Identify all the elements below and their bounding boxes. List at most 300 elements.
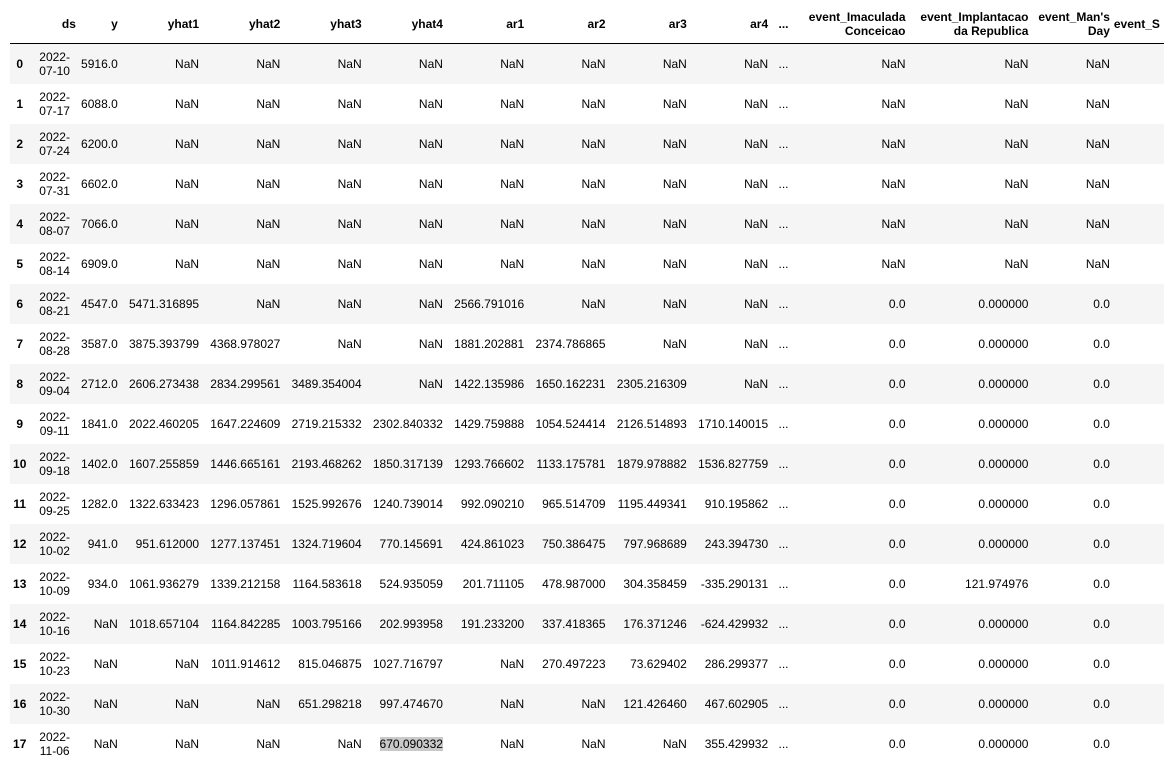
column-header-yhat4: yhat4 bbox=[366, 4, 447, 44]
cell-y: 941.0 bbox=[87, 536, 118, 551]
cell-event-mans-day: 0.0 bbox=[1093, 696, 1110, 711]
cell-event-implantacao-da-republica: 0.000000 bbox=[978, 456, 1029, 471]
cell-event-truncated bbox=[1114, 604, 1164, 644]
row-index: 13 bbox=[13, 576, 27, 591]
cell-ellipsis: ... bbox=[778, 216, 789, 231]
cell-yhat3: NaN bbox=[337, 256, 362, 271]
cell-event-implantacao-da-republica: 0.000000 bbox=[978, 496, 1029, 511]
column-header-event-mans-day: event_Man's Day bbox=[1032, 4, 1113, 44]
cell-ar2: 1650.162231 bbox=[535, 376, 606, 391]
cell-ar1: 201.711105 bbox=[462, 576, 525, 591]
row-index: 10 bbox=[13, 456, 27, 471]
cell-event-imaculada-conceicao: 0.0 bbox=[888, 296, 906, 311]
cell-ar3: 121.426460 bbox=[623, 696, 687, 711]
cell-event-truncated bbox=[1114, 204, 1164, 244]
cell-ar2: NaN bbox=[581, 256, 606, 271]
cell-yhat3: 1324.719604 bbox=[291, 536, 362, 551]
cell-ellipsis: ... bbox=[778, 256, 789, 271]
cell-ar2: NaN bbox=[581, 296, 606, 311]
cell-ar1: 1881.202881 bbox=[454, 336, 525, 351]
cell-ar4: NaN bbox=[744, 296, 769, 311]
row-index: 7 bbox=[16, 336, 24, 351]
table-header bbox=[10, 4, 1164, 44]
cell-event-truncated bbox=[1114, 444, 1164, 484]
cell-yhat1: 1607.255859 bbox=[128, 456, 200, 471]
cell-ds: 2022-09-11 bbox=[39, 409, 70, 438]
cell-event-imaculada-conceicao: NaN bbox=[881, 136, 906, 151]
cell-yhat3: 651.298218 bbox=[298, 696, 362, 711]
cell-ar4: NaN bbox=[744, 176, 769, 191]
cell-yhat1: NaN bbox=[175, 136, 200, 151]
cell-yhat3: 1003.795166 bbox=[291, 616, 362, 631]
cell-event-mans-day: NaN bbox=[1085, 176, 1110, 191]
cell-event-mans-day: 0.0 bbox=[1093, 536, 1110, 551]
cell-event-implantacao-da-republica: NaN bbox=[1004, 176, 1029, 191]
cell-yhat4 bbox=[366, 724, 447, 764]
cell-ar4: -335.290131 bbox=[700, 576, 769, 591]
cell-yhat2: NaN bbox=[256, 56, 281, 71]
index-header bbox=[10, 4, 29, 44]
cell-yhat1: NaN bbox=[175, 736, 200, 751]
cell-yhat4: NaN bbox=[418, 216, 443, 231]
cell-ellipsis: ... bbox=[778, 696, 789, 711]
cell-yhat3: NaN bbox=[337, 96, 362, 111]
cell-ar3: NaN bbox=[662, 256, 687, 271]
cell-yhat4: NaN bbox=[418, 336, 443, 351]
cell-yhat3: NaN bbox=[337, 216, 362, 231]
cell-yhat2: 1296.057861 bbox=[210, 496, 281, 511]
cell-ds: 2022-11-06 bbox=[39, 729, 70, 758]
cell-event-implantacao-da-republica: 0.000000 bbox=[978, 536, 1029, 551]
cell-event-imaculada-conceicao: 0.0 bbox=[888, 376, 906, 391]
cell-ar2: NaN bbox=[581, 176, 606, 191]
cell-yhat3: 3489.354004 bbox=[291, 376, 362, 391]
cell-ellipsis: ... bbox=[778, 576, 789, 591]
cell-ar1: NaN bbox=[500, 736, 525, 751]
column-header-ar1: ar1 bbox=[447, 4, 528, 44]
cell-ar1: 1429.759888 bbox=[454, 416, 525, 431]
cell-yhat1: NaN bbox=[175, 256, 200, 271]
cell-event-truncated bbox=[1114, 164, 1164, 204]
cell-yhat3: 2193.468262 bbox=[291, 456, 362, 471]
column-header-ds: ds bbox=[29, 4, 79, 44]
cell-ar4: 467.602905 bbox=[704, 696, 769, 711]
cell-event-truncated bbox=[1114, 564, 1164, 604]
cell-event-mans-day: NaN bbox=[1085, 56, 1110, 71]
cell-event-mans-day: 0.0 bbox=[1093, 496, 1110, 511]
cell-y: NaN bbox=[93, 656, 118, 671]
cell-event-implantacao-da-republica: NaN bbox=[1004, 96, 1029, 111]
cell-yhat1: NaN bbox=[175, 216, 200, 231]
cell-event-mans-day: 0.0 bbox=[1093, 336, 1110, 351]
table-row bbox=[10, 444, 1164, 484]
column-header-yhat1: yhat1 bbox=[122, 4, 203, 44]
cell-ar3: NaN bbox=[662, 136, 687, 151]
cell-y: 1282.0 bbox=[81, 496, 118, 511]
cell-ds: 2022-10-23 bbox=[39, 649, 70, 678]
cell-event-mans-day: 0.0 bbox=[1093, 376, 1110, 391]
cell-ellipsis: ... bbox=[778, 616, 789, 631]
table-row bbox=[10, 124, 1164, 164]
row-index: 8 bbox=[16, 376, 24, 391]
cell-ar3: 2126.514893 bbox=[616, 416, 687, 431]
column-header-event-implantacao-da-republica: event_Implantacao da Republica bbox=[910, 4, 1033, 44]
cell-ar4: 286.299377 bbox=[704, 656, 769, 671]
cell-ar2: 337.418365 bbox=[542, 616, 606, 631]
cell-yhat3: NaN bbox=[337, 296, 362, 311]
cell-yhat1: NaN bbox=[175, 96, 200, 111]
cell-yhat1: NaN bbox=[175, 696, 200, 711]
cell-yhat2: 1647.224609 bbox=[210, 416, 281, 431]
cell-ar4: NaN bbox=[744, 96, 769, 111]
cell-ar4: 243.394730 bbox=[704, 536, 769, 551]
cell-ar2: 1133.175781 bbox=[536, 456, 606, 471]
cell-y: 934.0 bbox=[87, 576, 118, 591]
column-header-ellipsis: ... bbox=[772, 4, 795, 44]
table-row bbox=[10, 284, 1164, 324]
cell-yhat2: 1277.137451 bbox=[210, 536, 281, 551]
cell-yhat2: NaN bbox=[256, 296, 281, 311]
cell-ar2: 270.497223 bbox=[542, 656, 606, 671]
cell-event-implantacao-da-republica: 0.000000 bbox=[978, 656, 1029, 671]
cell-ds: 2022-08-21 bbox=[39, 289, 70, 318]
cell-ar2: 1054.524414 bbox=[535, 416, 606, 431]
cell-ellipsis: ... bbox=[778, 656, 789, 671]
cell-ds: 2022-10-30 bbox=[39, 689, 70, 718]
cell-ar3: 73.629402 bbox=[630, 656, 687, 671]
cell-ellipsis: ... bbox=[778, 336, 789, 351]
cell-ar3: 797.968689 bbox=[623, 536, 687, 551]
table-row bbox=[10, 644, 1164, 684]
cell-ar4: NaN bbox=[744, 376, 769, 391]
cell-event-imaculada-conceicao: 0.0 bbox=[888, 656, 906, 671]
row-index: 14 bbox=[13, 616, 27, 631]
cell-ar4: 355.429932 bbox=[704, 736, 769, 751]
cell-yhat3: 1525.992676 bbox=[291, 496, 362, 511]
cell-ellipsis: ... bbox=[778, 136, 789, 151]
cell-yhat2: 2834.299561 bbox=[210, 376, 281, 391]
cell-ar4: 1536.827759 bbox=[698, 456, 769, 471]
cell-ar1: NaN bbox=[500, 136, 525, 151]
cell-yhat4: 1240.739014 bbox=[372, 496, 443, 511]
cell-event-implantacao-da-republica: 121.974976 bbox=[965, 576, 1029, 591]
cell-ar3: 176.371246 bbox=[623, 616, 687, 631]
cell-event-mans-day: NaN bbox=[1085, 216, 1110, 231]
cell-yhat2: NaN bbox=[256, 176, 281, 191]
cell-ar3: 304.358459 bbox=[623, 576, 687, 591]
cell-yhat2: NaN bbox=[256, 136, 281, 151]
cell-event-implantacao-da-republica: 0.000000 bbox=[978, 736, 1029, 751]
cell-yhat2: NaN bbox=[256, 736, 281, 751]
cell-event-imaculada-conceicao: 0.0 bbox=[888, 576, 906, 591]
row-index: 5 bbox=[16, 256, 24, 271]
cell-event-truncated bbox=[1114, 404, 1164, 444]
cell-event-implantacao-da-republica: 0.000000 bbox=[978, 296, 1029, 311]
cell-yhat3: NaN bbox=[337, 56, 362, 71]
cell-yhat4: NaN bbox=[418, 96, 443, 111]
cell-event-implantacao-da-republica: 0.000000 bbox=[978, 616, 1029, 631]
cell-ellipsis: ... bbox=[778, 376, 789, 391]
cell-ar3: NaN bbox=[662, 56, 687, 71]
cell-event-imaculada-conceicao: 0.0 bbox=[888, 616, 906, 631]
cell-ar2: 965.514709 bbox=[542, 496, 606, 511]
cell-ellipsis: ... bbox=[778, 736, 789, 751]
cell-yhat2: 4368.978027 bbox=[210, 336, 281, 351]
table-row bbox=[10, 244, 1164, 284]
cell-yhat4: 202.993958 bbox=[379, 616, 443, 631]
cell-ar4: 910.195862 bbox=[704, 496, 769, 511]
cell-ar3: NaN bbox=[662, 296, 687, 311]
cell-ar2: NaN bbox=[581, 56, 606, 71]
cell-event-truncated bbox=[1114, 324, 1164, 364]
cell-event-imaculada-conceicao: 0.0 bbox=[888, 736, 906, 751]
table-row bbox=[10, 604, 1164, 644]
column-header-event-imaculada-conceicao: event_Imaculada Conceicao bbox=[795, 4, 910, 44]
table-row bbox=[10, 524, 1164, 564]
cell-event-truncated bbox=[1114, 484, 1164, 524]
cell-ellipsis: ... bbox=[778, 416, 789, 431]
cell-yhat2: NaN bbox=[256, 216, 281, 231]
cell-ar1: NaN bbox=[500, 96, 525, 111]
cell-yhat1: 1322.633423 bbox=[128, 496, 200, 511]
cell-event-imaculada-conceicao: 0.0 bbox=[888, 496, 906, 511]
cell-event-implantacao-da-republica: NaN bbox=[1004, 136, 1029, 151]
cell-ar2: NaN bbox=[581, 216, 606, 231]
cell-yhat2: NaN bbox=[256, 256, 281, 271]
cell-ar1: 992.090210 bbox=[460, 496, 525, 511]
cell-ellipsis: ... bbox=[778, 496, 789, 511]
cell-ar1: 1293.766602 bbox=[454, 456, 525, 471]
cell-ar4: NaN bbox=[744, 336, 769, 351]
cell-yhat4: NaN bbox=[418, 136, 443, 151]
table-row bbox=[10, 324, 1164, 364]
cell-yhat1: 1018.657104 bbox=[128, 616, 200, 631]
cell-yhat3: NaN bbox=[337, 736, 362, 751]
cell-yhat3: NaN bbox=[337, 336, 362, 351]
cell-ar1: 191.233200 bbox=[460, 616, 525, 631]
cell-ar1: 2566.791016 bbox=[454, 296, 525, 311]
cell-ar3: NaN bbox=[662, 736, 687, 751]
cell-y: 7066.0 bbox=[81, 216, 118, 231]
table-row bbox=[10, 684, 1164, 724]
cell-yhat4: 2302.840332 bbox=[372, 416, 443, 431]
cell-yhat4: 1027.716797 bbox=[372, 656, 443, 671]
row-index: 2 bbox=[16, 136, 24, 151]
row-index: 12 bbox=[13, 536, 27, 551]
cell-ds: 2022-07-31 bbox=[39, 169, 70, 198]
row-index: 11 bbox=[13, 496, 27, 511]
row-index: 9 bbox=[16, 416, 24, 431]
cell-ar2: NaN bbox=[581, 696, 606, 711]
cell-event-mans-day: 0.0 bbox=[1093, 456, 1110, 471]
cell-yhat3: 2719.215332 bbox=[291, 416, 362, 431]
cell-event-mans-day: NaN bbox=[1085, 256, 1110, 271]
cell-y: 6909.0 bbox=[81, 256, 118, 271]
cell-ar2: NaN bbox=[581, 136, 606, 151]
cell-ds: 2022-08-28 bbox=[39, 329, 70, 358]
cell-ar1: 1422.135986 bbox=[454, 376, 525, 391]
row-index: 16 bbox=[13, 696, 27, 711]
cell-event-imaculada-conceicao: NaN bbox=[881, 256, 906, 271]
column-header-yhat2: yhat2 bbox=[203, 4, 284, 44]
cell-ds: 2022-07-24 bbox=[39, 129, 70, 158]
cell-yhat3: NaN bbox=[337, 176, 362, 191]
cell-event-imaculada-conceicao: NaN bbox=[881, 56, 906, 71]
cell-event-truncated bbox=[1114, 44, 1164, 84]
cell-yhat2: 1446.665161 bbox=[210, 456, 281, 471]
cell-event-imaculada-conceicao: NaN bbox=[881, 216, 906, 231]
cell-event-implantacao-da-republica: 0.000000 bbox=[978, 336, 1029, 351]
cell-yhat4: 997.474670 bbox=[379, 696, 443, 711]
cell-ar1: NaN bbox=[500, 216, 525, 231]
cell-y: NaN bbox=[93, 616, 118, 631]
cell-event-implantacao-da-republica: NaN bbox=[1004, 256, 1029, 271]
cell-yhat1: 5471.316895 bbox=[128, 296, 200, 311]
cell-event-truncated bbox=[1114, 124, 1164, 164]
cell-ar1: NaN bbox=[500, 656, 525, 671]
cell-ds: 2022-07-10 bbox=[39, 49, 70, 78]
cell-event-mans-day: 0.0 bbox=[1093, 296, 1110, 311]
cell-event-imaculada-conceicao: 0.0 bbox=[888, 336, 906, 351]
cell-yhat4: 524.935059 bbox=[379, 576, 443, 591]
cell-event-mans-day: 0.0 bbox=[1093, 416, 1110, 431]
cell-yhat2: NaN bbox=[256, 696, 281, 711]
cell-y: NaN bbox=[93, 736, 118, 751]
column-header-yhat3: yhat3 bbox=[284, 4, 365, 44]
cell-ds: 2022-08-07 bbox=[39, 209, 70, 238]
column-header-ar2: ar2 bbox=[528, 4, 609, 44]
cell-yhat1: NaN bbox=[175, 176, 200, 191]
row-index: 4 bbox=[16, 216, 24, 231]
cell-ellipsis: ... bbox=[778, 56, 789, 71]
cell-ar3: 1879.978882 bbox=[616, 456, 687, 471]
cell-y: 5916.0 bbox=[81, 56, 118, 71]
cell-ds: 2022-08-14 bbox=[39, 249, 70, 278]
row-index: 15 bbox=[13, 656, 27, 671]
selected-text[interactable]: 670.090332 bbox=[379, 736, 443, 751]
cell-ar3: NaN bbox=[662, 176, 687, 191]
cell-event-implantacao-da-republica: NaN bbox=[1004, 56, 1029, 71]
cell-y: 6200.0 bbox=[81, 136, 118, 151]
cell-yhat2: 1339.212158 bbox=[210, 576, 281, 591]
cell-yhat2: 1011.914612 bbox=[211, 656, 281, 671]
cell-event-mans-day: 0.0 bbox=[1093, 576, 1110, 591]
cell-ds: 2022-10-16 bbox=[39, 609, 70, 638]
cell-ds: 2022-09-04 bbox=[39, 369, 70, 398]
cell-ellipsis: ... bbox=[778, 456, 789, 471]
cell-yhat2: NaN bbox=[256, 96, 281, 111]
cell-yhat1: NaN bbox=[175, 56, 200, 71]
cell-event-mans-day: 0.0 bbox=[1093, 736, 1110, 751]
cell-ds: 2022-10-09 bbox=[39, 569, 70, 598]
cell-ar1: NaN bbox=[500, 56, 525, 71]
table-row bbox=[10, 364, 1164, 404]
cell-y: 6088.0 bbox=[81, 96, 118, 111]
cell-ds: 2022-10-02 bbox=[39, 529, 70, 558]
cell-event-imaculada-conceicao: 0.0 bbox=[888, 536, 906, 551]
cell-y: NaN bbox=[93, 696, 118, 711]
cell-event-imaculada-conceicao: NaN bbox=[881, 176, 906, 191]
cell-yhat4: NaN bbox=[418, 256, 443, 271]
cell-ar3: NaN bbox=[662, 216, 687, 231]
column-header-ar4: ar4 bbox=[691, 4, 772, 44]
cell-yhat1: NaN bbox=[175, 656, 200, 671]
cell-y: 6602.0 bbox=[81, 176, 118, 191]
cell-ar2: NaN bbox=[581, 736, 606, 751]
cell-y: 1402.0 bbox=[81, 456, 118, 471]
cell-yhat3: 1164.583618 bbox=[292, 576, 362, 591]
cell-yhat4: NaN bbox=[418, 376, 443, 391]
cell-event-imaculada-conceicao: 0.0 bbox=[888, 456, 906, 471]
cell-yhat4: NaN bbox=[418, 176, 443, 191]
cell-ar4: -624.429932 bbox=[700, 616, 769, 631]
table-body bbox=[10, 44, 1164, 764]
dataframe-table bbox=[10, 4, 1164, 764]
cell-ellipsis: ... bbox=[778, 176, 789, 191]
cell-yhat3: 815.046875 bbox=[298, 656, 362, 671]
cell-ar1: NaN bbox=[500, 176, 525, 191]
cell-event-mans-day: 0.0 bbox=[1093, 656, 1110, 671]
table-row bbox=[10, 84, 1164, 124]
cell-ellipsis: ... bbox=[778, 536, 789, 551]
table-row bbox=[10, 44, 1164, 84]
cell-yhat4: NaN bbox=[418, 56, 443, 71]
cell-ar4: NaN bbox=[744, 56, 769, 71]
cell-yhat4: 1850.317139 bbox=[372, 456, 443, 471]
cell-yhat1: 2022.460205 bbox=[128, 416, 200, 431]
cell-ar1: NaN bbox=[500, 256, 525, 271]
cell-y: 4547.0 bbox=[81, 296, 118, 311]
cell-ar1: NaN bbox=[500, 696, 525, 711]
cell-event-implantacao-da-republica: 0.000000 bbox=[978, 416, 1029, 431]
cell-event-imaculada-conceicao: 0.0 bbox=[888, 416, 906, 431]
cell-yhat1: 3875.393799 bbox=[128, 336, 200, 351]
table-row bbox=[10, 404, 1164, 444]
column-header-y: y bbox=[80, 4, 122, 44]
cell-ar2: 478.987000 bbox=[542, 576, 606, 591]
cell-ds: 2022-09-18 bbox=[39, 449, 70, 478]
table-row bbox=[10, 484, 1164, 524]
cell-ar4: NaN bbox=[744, 136, 769, 151]
cell-event-mans-day: NaN bbox=[1085, 96, 1110, 111]
column-header-ar3: ar3 bbox=[610, 4, 691, 44]
dataframe-output bbox=[10, 4, 1164, 764]
cell-ellipsis: ... bbox=[778, 96, 789, 111]
cell-event-imaculada-conceicao: NaN bbox=[881, 96, 906, 111]
cell-event-truncated bbox=[1114, 284, 1164, 324]
cell-ellipsis: ... bbox=[778, 296, 789, 311]
cell-y: 3587.0 bbox=[81, 336, 118, 351]
cell-event-truncated bbox=[1114, 684, 1164, 724]
cell-event-truncated bbox=[1114, 644, 1164, 684]
cell-ar3: 1195.449341 bbox=[617, 496, 687, 511]
cell-event-implantacao-da-republica: 0.000000 bbox=[978, 696, 1029, 711]
cell-ar3: NaN bbox=[662, 336, 687, 351]
table-row bbox=[10, 564, 1164, 604]
row-index: 3 bbox=[16, 176, 24, 191]
row-index: 0 bbox=[16, 56, 24, 71]
cell-yhat1: 2606.273438 bbox=[128, 376, 200, 391]
cell-ar4: 1710.140015 bbox=[698, 416, 769, 431]
cell-yhat4: 770.145691 bbox=[379, 536, 443, 551]
cell-yhat3: NaN bbox=[337, 136, 362, 151]
cell-y: 2712.0 bbox=[81, 376, 118, 391]
cell-event-truncated bbox=[1114, 244, 1164, 284]
cell-event-implantacao-da-republica: NaN bbox=[1004, 216, 1029, 231]
table-row bbox=[10, 164, 1164, 204]
cell-ds: 2022-09-25 bbox=[39, 489, 70, 518]
cell-event-truncated bbox=[1114, 364, 1164, 404]
